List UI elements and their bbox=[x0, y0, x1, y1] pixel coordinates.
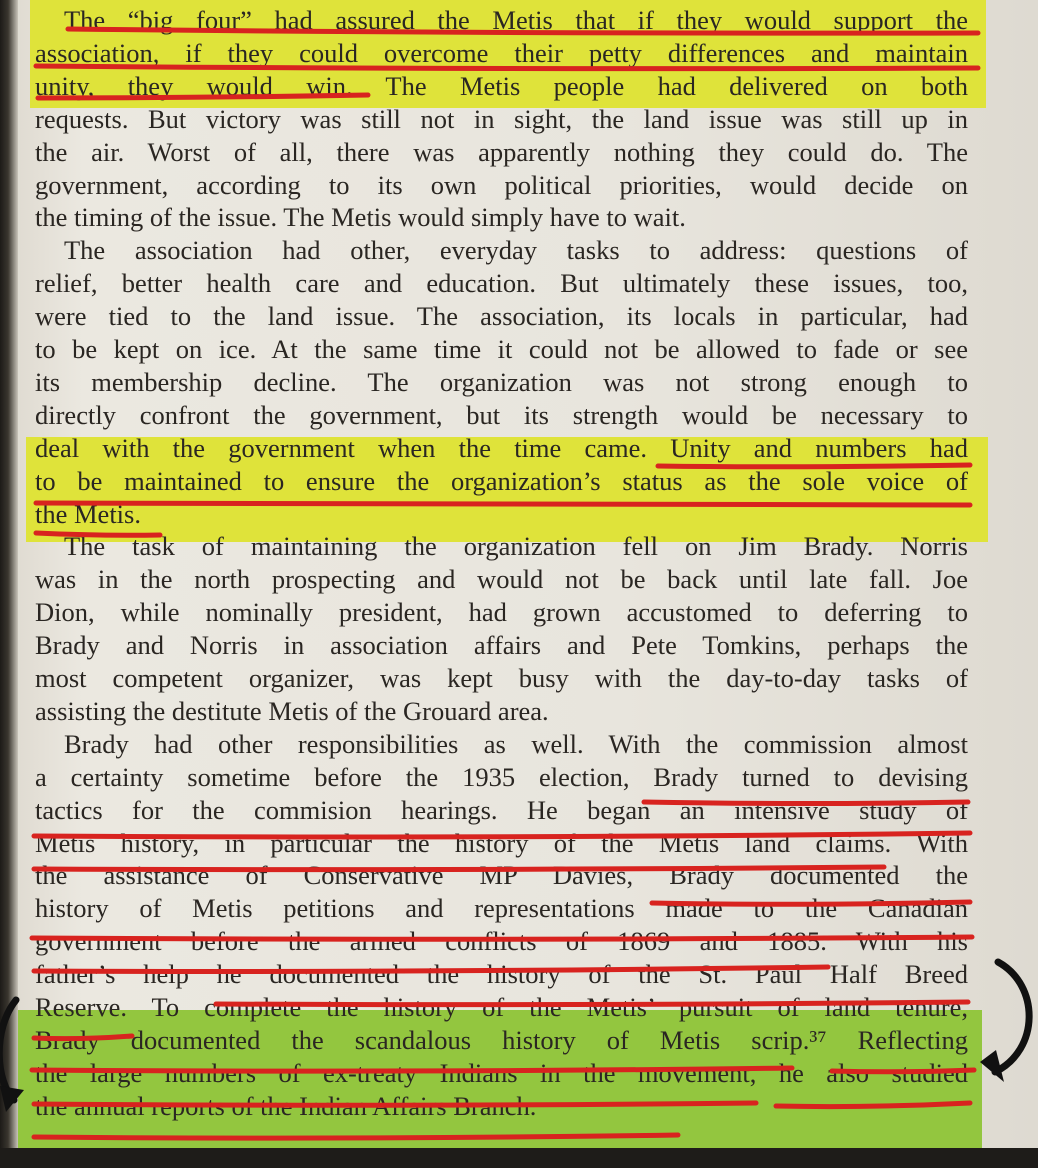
text-line: the Metis. bbox=[35, 498, 141, 529]
text-line: the timing of the issue. The Metis would simply have to wait. bbox=[35, 202, 686, 233]
text-line: Brady documented the scandalous history of Metis scrip.³⁷ Reflecting bbox=[35, 1024, 968, 1055]
text-line: The “big four” had assured the Metis that if they would support the bbox=[64, 5, 968, 35]
text-line: Brady and Norris in association affairs and Pete Tomkins, perhaps the bbox=[35, 630, 968, 661]
text-line: Brady had other responsibilities as well. With the commission almost bbox=[64, 728, 968, 759]
text-line: association, if they could overcome their petty differences and maintain bbox=[35, 37, 968, 68]
text-line: Dion, while nominally president, had grown accustomed to deferring to bbox=[35, 597, 968, 628]
text-line: most competent organizer, was kept busy with the day-to-day tasks of bbox=[35, 663, 968, 693]
page-bottom-edge bbox=[0, 1148, 1038, 1168]
text-line: Metis history, in particular the history of the Metis land claims. With bbox=[35, 827, 968, 858]
text-line: to be kept on ice. At the same time it could not be allowed to fade or see bbox=[35, 334, 968, 364]
text-line: history of Metis petitions and representations made to the Canadian bbox=[35, 893, 968, 924]
text-line: unity, they would win. The Metis people had delivered on both bbox=[35, 70, 968, 101]
text-line: the assistance of Conservative MP Davies, Brady documented the bbox=[35, 860, 968, 891]
text-line: was in the north prospecting and would not be back until late fall. Joe bbox=[35, 564, 968, 595]
text-line: The task of maintaining the organization fell on Jim Brady. Norris bbox=[64, 531, 968, 562]
text-line: deal with the government when the time came. Unity and numbers had bbox=[35, 432, 968, 463]
text-line: the large numbers of ex-treaty Indians in the movement, he also studied bbox=[35, 1057, 968, 1088]
text-line: relief, better health care and education. But ultimately these issues, too, bbox=[35, 268, 968, 299]
text-line: tactics for the commision hearings. He began an intensive study of bbox=[35, 794, 968, 825]
text-line: The association had other, everyday tasks to address: questions of bbox=[64, 235, 968, 266]
text-line: the annual reports of the Indian Affairs Branch. bbox=[35, 1090, 537, 1121]
text-line: requests. But victory was still not in sight, the land issue was still up in bbox=[35, 103, 968, 134]
text-line: Reserve. To complete the history of the Metis’ pursuit of land tenure, bbox=[35, 992, 968, 1022]
text-line: assisting the destitute Metis of the Grouard area. bbox=[35, 695, 549, 726]
text-line: to be maintained to ensure the organization’s status as the sole voice of bbox=[35, 465, 968, 496]
text-line: father’s help he documented the history of the St. Paul Half Breed bbox=[35, 959, 968, 990]
text-line: government before the armed conflicts of 1869 and 1885. With his bbox=[35, 926, 968, 957]
text-line: government, according to its own political priorities, would decide on bbox=[35, 169, 968, 200]
text-line: its membership decline. The organization was not strong enough to bbox=[35, 366, 968, 397]
text-line: the air. Worst of all, there was apparently nothing they could do. The bbox=[35, 136, 968, 167]
text-line: were tied to the land issue. The association, its locals in particular, had bbox=[35, 301, 968, 332]
text-line: directly confront the government, but its strength would be necessary to bbox=[35, 399, 968, 430]
text-line: a certainty sometime before the 1935 election, Brady turned to devising bbox=[35, 761, 968, 792]
